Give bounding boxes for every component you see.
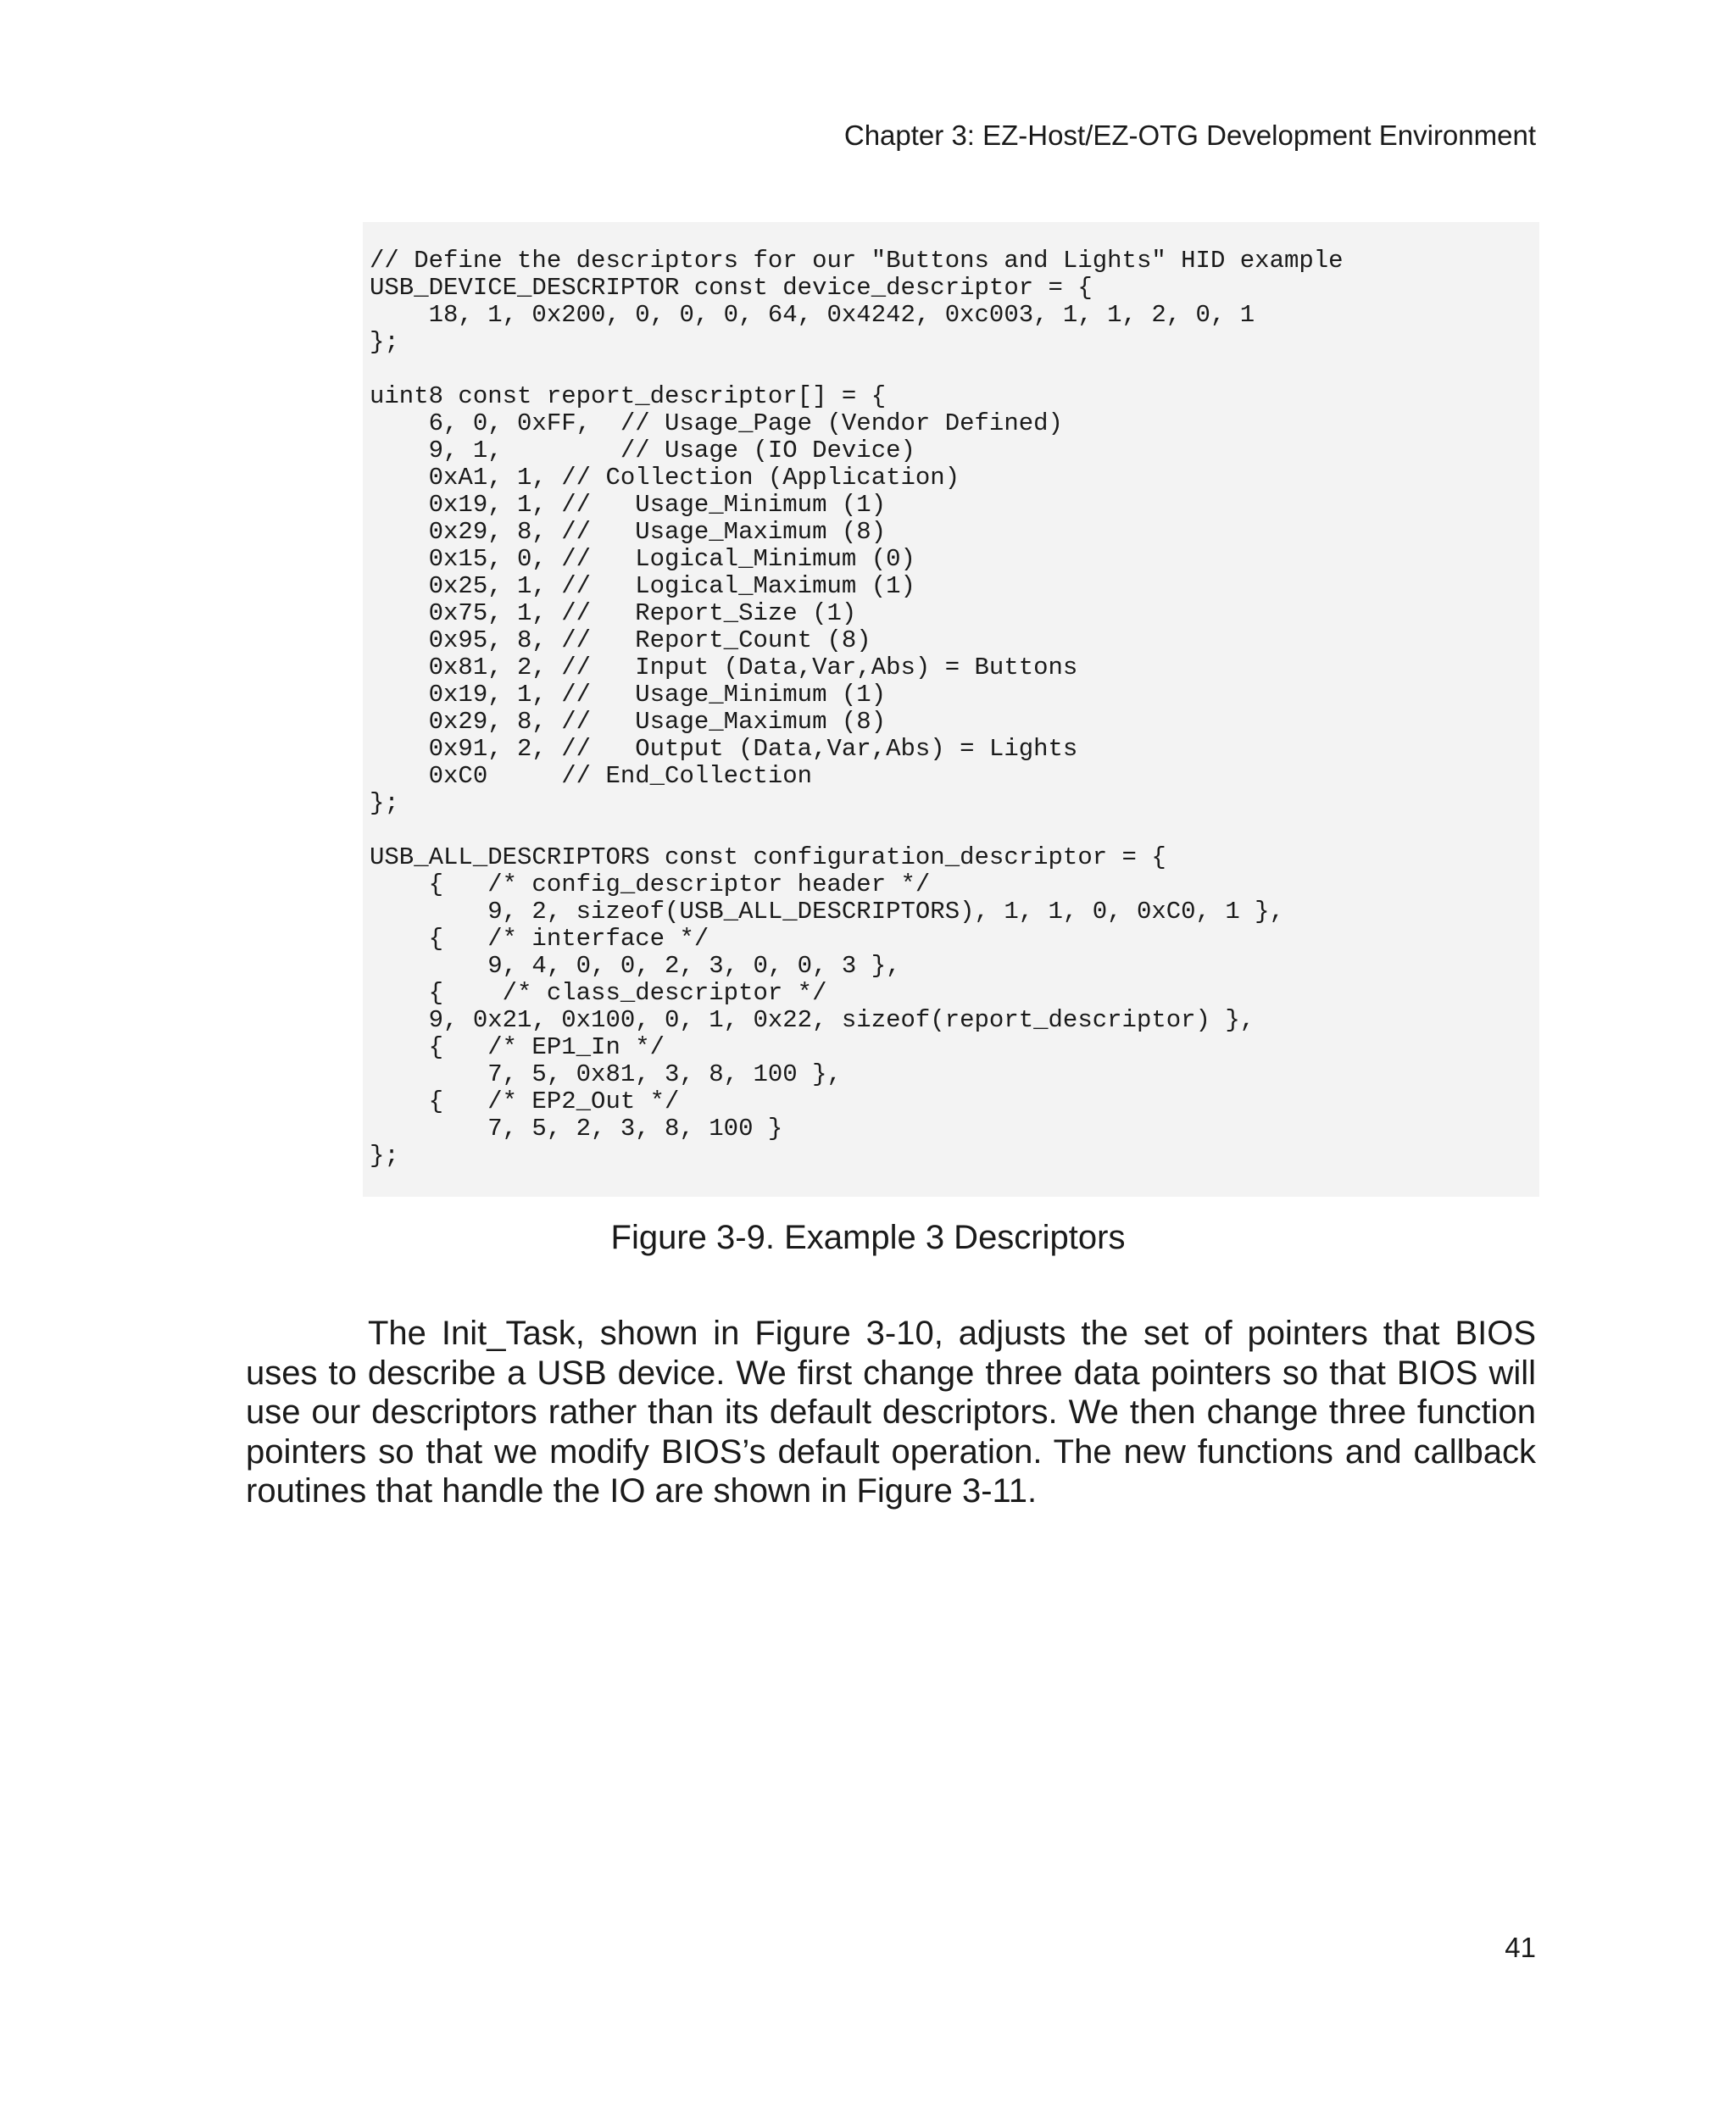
code-line: { /* interface */ — [370, 925, 709, 953]
code-line: 0x81, 2, // Input (Data,Var,Abs) = Buttons — [370, 654, 1078, 681]
code-line: { /* EP2_Out */ — [370, 1087, 680, 1115]
code-line: { /* class_descriptor */ — [370, 979, 827, 1007]
code-line-blank — [370, 817, 1539, 844]
code-line: 6, 0, 0xFF, // Usage_Page (Vendor Defined) — [370, 409, 1063, 437]
code-line: 0x91, 2, // Output (Data,Var,Abs) = Lights — [370, 735, 1078, 763]
code-line: 0x29, 8, // Usage_Maximum (8) — [370, 708, 887, 736]
code-line: uint8 const report_descriptor[] = { — [370, 382, 887, 410]
code-line: }; — [370, 1142, 399, 1170]
code-line: 18, 1, 0x200, 0, 0, 0, 64, 0x4242, 0xc003, 1, 1, 2, 0, 1 — [370, 301, 1255, 329]
code-line: 0x19, 1, // Usage_Minimum (1) — [370, 681, 887, 709]
body-paragraph: The Init_Task, shown in Figure 3-10, adjusts the set of pointers that BIOS uses to describe a USB device. We first change three data pointers so that BIOS will use our descriptors rather than its default descriptors. We then change three function pointers so that we modify BIOS’s default operation. The new functions and callback routines that handle the IO are shown in Figure 3-11. — [246, 1315, 1536, 1510]
figure-caption: Figure 3-9. Example 3 Descriptors — [610, 1219, 1126, 1256]
code-line: 0x75, 1, // Report_Size (1) — [370, 599, 857, 627]
code-line: 9, 1, // Usage (IO Device) — [370, 437, 915, 464]
code-line: 0x25, 1, // Logical_Maximum (1) — [370, 572, 915, 600]
code-line: USB_DEVICE_DESCRIPTOR const device_descriptor = { — [370, 274, 1093, 302]
code-line: 0x95, 8, // Report_Count (8) — [370, 626, 871, 654]
code-line: USB_ALL_DESCRIPTORS const configuration_descriptor = { — [370, 843, 1166, 871]
code-listing — [363, 222, 1539, 1197]
code-line: 7, 5, 2, 3, 8, 100 } — [370, 1115, 783, 1143]
code-line: 7, 5, 0x81, 3, 8, 100 }, — [370, 1060, 842, 1088]
code-line: { /* EP1_In */ — [370, 1033, 665, 1061]
code-line: }; — [370, 789, 399, 817]
code-line: 9, 2, sizeof(USB_ALL_DESCRIPTORS), 1, 1, 0, 0xC0, 1 }, — [370, 898, 1284, 926]
running-header: Chapter 3: EZ-Host/EZ-OTG Development Environment — [843, 120, 1536, 151]
page-number: 41 — [1505, 1932, 1536, 1963]
code-line: 0x15, 0, // Logical_Minimum (0) — [370, 545, 915, 573]
code-line: 9, 0x21, 0x100, 0, 1, 0x22, sizeof(report_descriptor) }, — [370, 1006, 1255, 1034]
code-line: 0xA1, 1, // Collection (Application) — [370, 464, 960, 492]
code-line-blank — [370, 356, 1539, 383]
code-line: }; — [370, 328, 399, 356]
code-line: { /* config_descriptor header */ — [370, 870, 931, 898]
code-line: 0x19, 1, // Usage_Minimum (1) — [370, 491, 887, 519]
code-line: // Define the descriptors for our "Buttons and Lights" HID example — [370, 247, 1344, 275]
code-line: 0xC0 // End_Collection — [370, 762, 813, 790]
code-line: 0x29, 8, // Usage_Maximum (8) — [370, 518, 887, 546]
code-line: 9, 4, 0, 0, 2, 3, 0, 0, 3 }, — [370, 952, 901, 980]
